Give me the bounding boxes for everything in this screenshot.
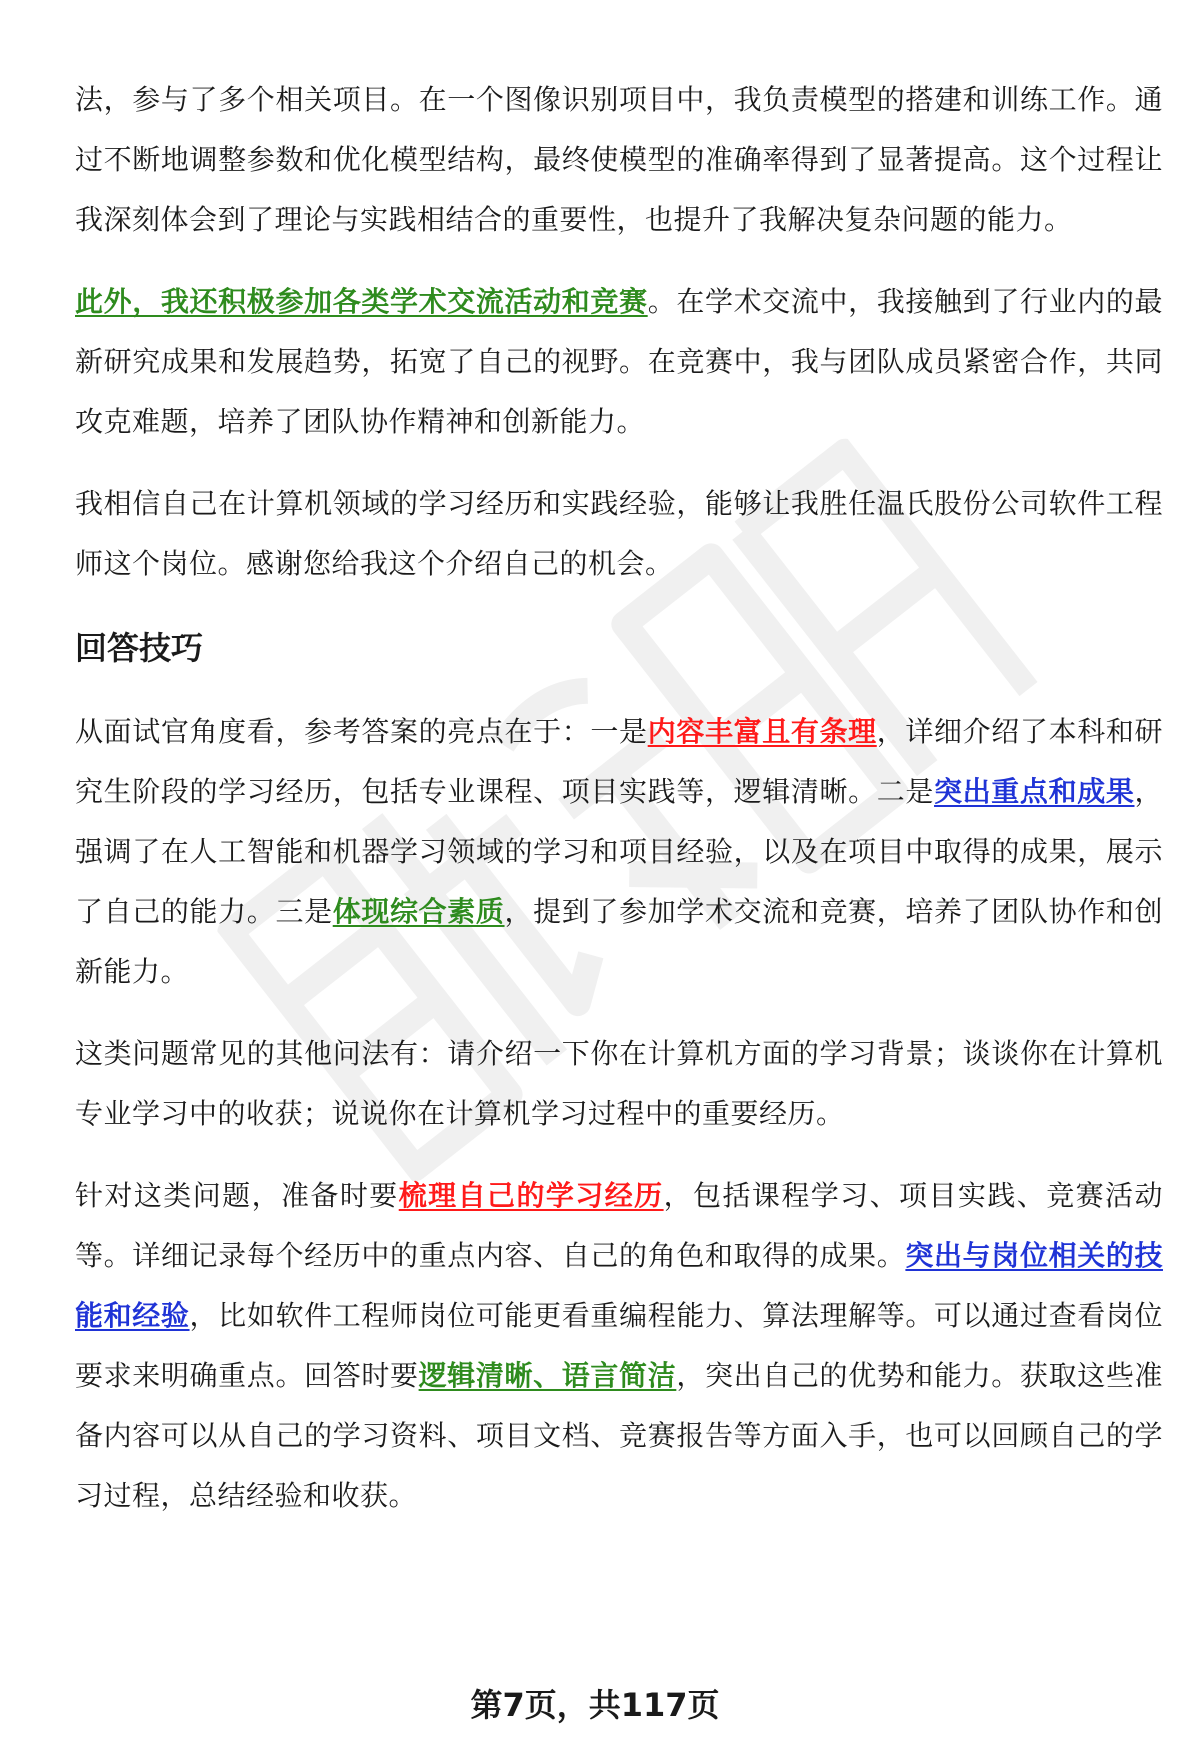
paragraph-text: ，提到了参加学术交流和竞赛，培养了团队协作和创新能力。 — [75, 895, 1163, 988]
paragraph-text: ，详细介绍了本科和研究生阶段的学习经历，包括专业课程、项目实践等，逻辑清晰。二是 — [75, 715, 1163, 808]
paragraph-text: 从面试官角度看，参考答案的亮点在于：一是 — [75, 715, 648, 748]
paragraph-p3 — [75, 474, 1163, 594]
paragraph-text: 我相信自己在计算机领域的学习经历和实践经验，能够让我胜任温氏股份公司软件工程师这个岗位。感谢您给我这个介绍自己的机会。 — [75, 487, 1163, 580]
tips-paragraph-t2 — [75, 1024, 1163, 1144]
paragraph-text: ，包括课程学习、项目实践、竞赛活动等。详细记录每个经历中的重点内容、自己的角色和取得的成果。 — [75, 1179, 1163, 1272]
document-body — [75, 70, 1163, 1548]
paragraph-text: ，强调了在人工智能和机器学习领域的学习和项目经验，以及在项目中取得的成果，展示了自己的能力。三是 — [75, 775, 1163, 928]
paragraph-text: 法，参与了多个相关项目。在一个图像识别项目中，我负责模型的搭建和训练工作。通过不断地调整参数和优化模型结构，最终使模型的准确率得到了显著提高。这个过程让我深刻体会到了理论与实践相结合的重要性，也提升了我解决复杂问题的能力。 — [75, 83, 1163, 236]
tips-paragraph-t1 — [75, 702, 1163, 1002]
paragraph-text: ，突出自己的优势和能力。获取这些准备内容可以从自己的学习资料、项目文档、竞赛报告等方面入手，也可以回顾自己的学习过程，总结经验和收获。 — [75, 1359, 1163, 1512]
paragraph-text: 这类问题常见的其他问法有：请介绍一下你在计算机方面的学习背景；谈谈你在计算机专业学习中的收获；说说你在计算机学习过程中的重要经历。 — [75, 1037, 1163, 1130]
tips-paragraph-t3 — [75, 1166, 1163, 1526]
paragraph-text: 针对这类问题，准备时要 — [75, 1179, 399, 1212]
highlight-red: 内容丰富且有条理 — [647, 715, 877, 748]
highlight-red: 梳理自己的学习经历 — [398, 1179, 664, 1212]
paragraph-text: ，比如软件工程师岗位可能更看重编程能力、算法理解等。可以通过查看岗位要求来明确重点。回答时要 — [75, 1299, 1163, 1392]
paragraph-p2 — [75, 272, 1163, 452]
highlight-green: 此外，我还积极参加各类学术交流活动和竞赛 — [75, 285, 648, 318]
highlight-green: 体现综合素质 — [332, 895, 505, 928]
page-number: 第7页，共117页 — [470, 1686, 720, 1724]
paragraph-p1 — [75, 70, 1163, 250]
paragraph-text: 。在学术交流中，我接触到了行业内的最新研究成果和发展趋势，拓宽了自己的视野。在竞赛中，我与团队成员紧密合作，共同攻克难题，培养了团队协作精神和创新能力。 — [75, 285, 1163, 438]
section-heading: 回答技巧 — [75, 629, 204, 667]
highlight-blue: 突出重点和成果 — [934, 775, 1135, 808]
highlight-blue: 突出与岗位相关的技能和经验 — [75, 1239, 1163, 1332]
highlight-green: 逻辑清晰、语言简洁 — [418, 1359, 677, 1392]
